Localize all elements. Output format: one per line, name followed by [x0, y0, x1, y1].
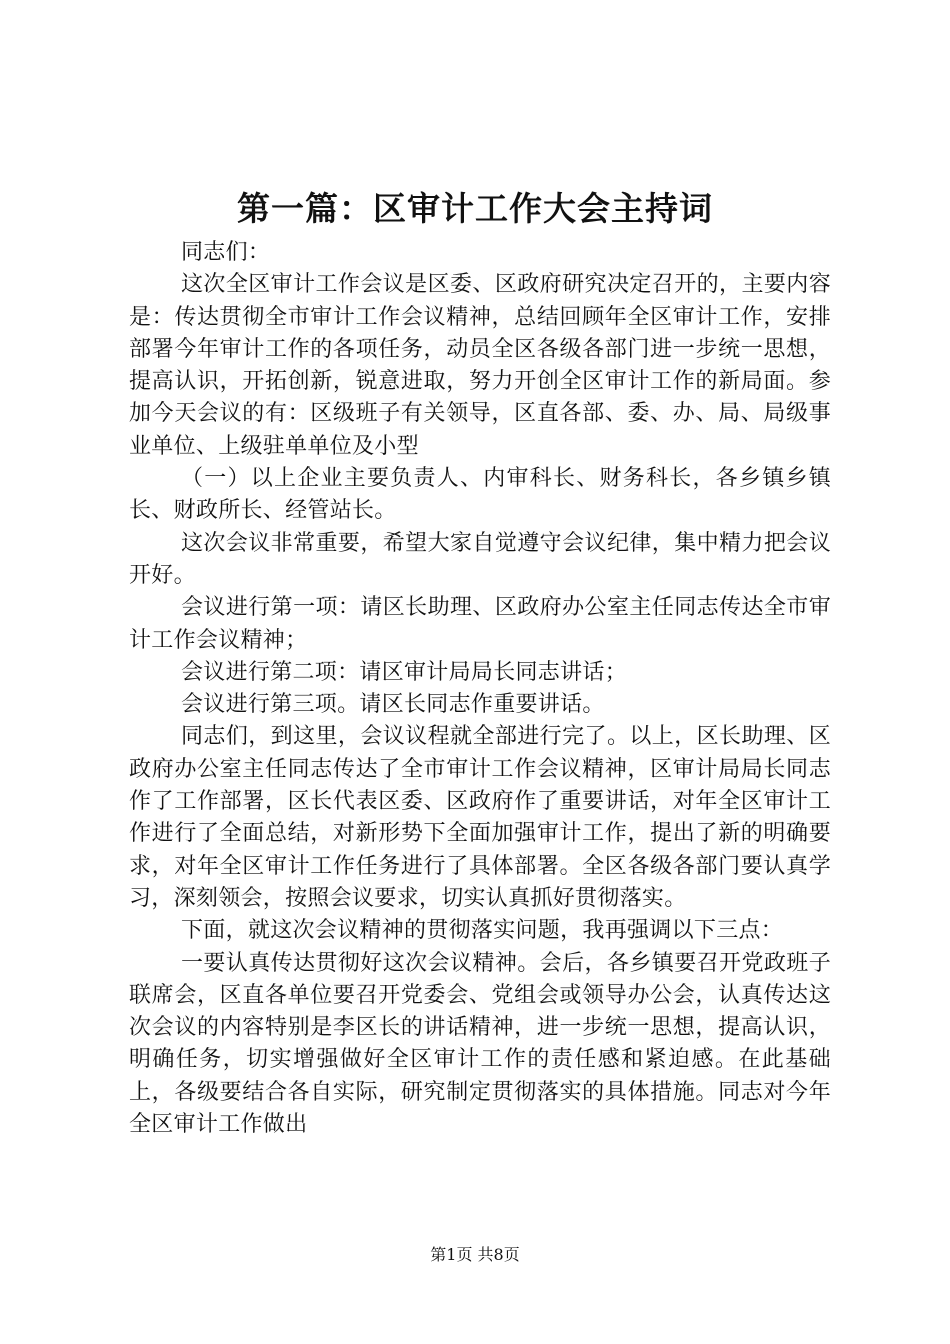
document-body — [129, 237, 831, 1141]
body-paragraph: 这次全区审计工作会议是区委、区政府研究决定召开的，主要内容是：传达贯彻全市审计工作会议精神，总结回顾年全区审计工作，安排部署今年审计工作的各项任务，动员全区各级各部门进一步统一思想，提高认识，开拓创新，锐意进取，努力开创全区审计工作的新局面。参加今天会议的有：区级班子有关领导，区直各部、委、办、局、局级事业单位、上级驻单单位及小型 — [129, 272, 831, 459]
body-paragraph: 这次会议非常重要，希望大家自觉遵守会议纪律，集中精力把会议开好。 — [129, 530, 831, 588]
body-paragraph: 下面，就这次会议精神的贯彻落实问题，我再强调以下三点： — [181, 918, 784, 944]
body-paragraph: 一要认真传达贯彻好这次会议精神。会后，各乡镇要召开党政班子联席会，区直各单位要召开党委会、党组会或领导办公会，认真传达这次会议的内容特别是李区长的讲话精神，进一步统一思想，提高认识，明确任务，切实增强做好全区审计工作的责任感和紧迫感。在此基础上，各级要结合各自实际，研究制定贯彻落实的具体措施。同志对今年全区审计工作做出 — [129, 950, 831, 1138]
agenda-item-paragraph: 会议进行第三项。请区长同志作重要讲话。 — [181, 692, 605, 718]
salutation-paragraph: 同志们： — [181, 240, 271, 265]
body-paragraph: （一）以上企业主要负责人、内审科长、财务科长，各乡镇乡镇长、财政所长、经管站长。 — [129, 466, 831, 524]
body-paragraph: 同志们，到这里，会议议程就全部进行完了。以上，区长助理、区政府办公室主任同志传达了全市审计工作会议精神，区审计局局长同志作了工作部署，区长代表区委、区政府作了重要讲话，对年全区审计工作进行了全面总结，对新形势下全面加强审计工作，提出了新的明确要求，对年全区审计工作任务进行了具体部署。全区各级各部门要认真学习，深刻领会，按照会议要求，切实认真抓好贯彻落实。 — [129, 724, 831, 911]
agenda-item-paragraph: 会议进行第二项：请区审计局局长同志讲话； — [181, 659, 628, 685]
page-number-footer: 第1页 共8页 — [430, 1245, 520, 1264]
agenda-item-paragraph: 会议进行第一项：请区长助理、区政府办公室主任同志传达全市审计工作会议精神； — [129, 595, 831, 653]
document-title: 第一篇：区审计工作大会主持词 — [237, 189, 713, 228]
